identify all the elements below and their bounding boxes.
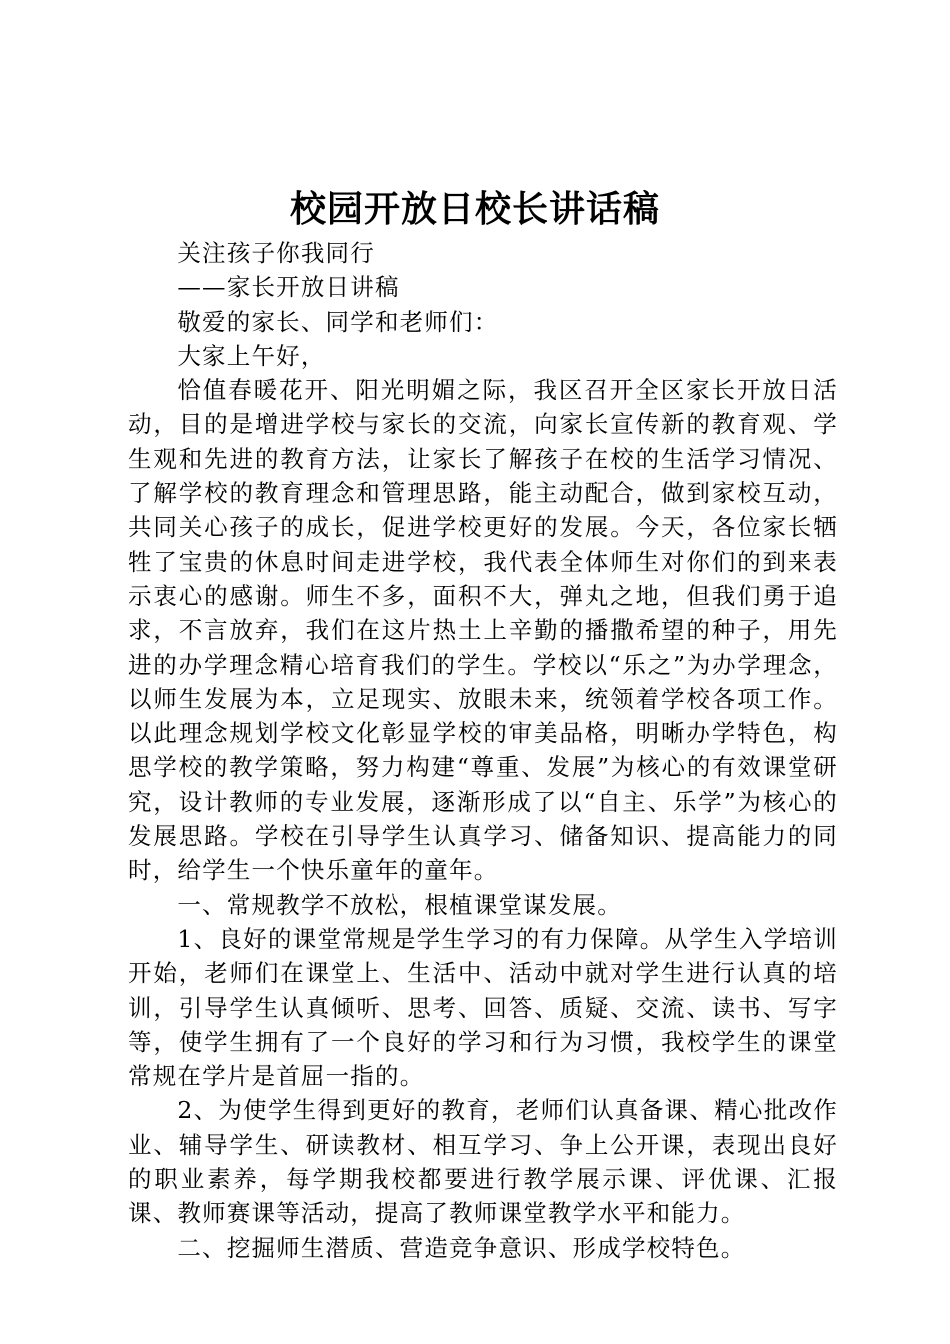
salutation: 敬爱的家长、同学和老师们： [177,307,499,336]
document-body [128,236,838,1265]
subtitle-line: 关注孩子你我同行 [177,239,375,267]
body-paragraph: 1、良好的课堂常规是学生学习的有力保障。从学生入学培训开始，老师们在课堂上、生活中、活动中就对学生进行认真的培训，引导学生认真倾听、思考、回答、质疑、交流、读书、写字等，使学生拥有了一个良好的学习和行为习惯，我校学生的课堂常规在学片是首屈一指的。 [128,924,838,1091]
document-title: 校园开放日校长讲话稿 [289,188,660,230]
body-paragraph: 恰值春暖花开、阳光明媚之际，我区召开全区家长开放日活动，目的是增进学校与家长的交流，向家长宣传新的教育观、学生观和先进的教育方法，让家长了解孩子在校的生活学习情况、了解学校的教育理念和管理思路，能主动配合，做到家校互动，共同关心孩子的成长，促进学校更好的发展。今天，各位家长牺牲了宝贵的休息时间走进学校，我代表全体师生对你们的到来表示衷心的感谢。师生不多，面积不大，弹丸之地，但我们勇于追求，不言放弃，我们在这片热土上辛勤的播撒希望的种子，用先进的办学理念精心培育我们的学生。学校以“乐之”为办学理念，以师生发展为本，立足现实、放眼未来，统领着学校各项工作。以此理念规划学校文化彰显学校的审美品格，明晰办学特色，构思学校的教学策略，努力构建“尊重、发展”为核心的有效课堂研究，设计教师的专业发展，逐渐形成了以“自主、乐学”为核心的发展思路。学校在引导学生认真学习、储备知识、提高能力的同时，给学生一个快乐童年的童年。 [128,376,838,885]
body-paragraph: 2、为使学生得到更好的教育，老师们认真备课、精心批改作业、辅导学生、研读教材、相互学习、争上公开课，表现出良好的职业素养，每学期我校都要进行教学展示课、评优课、汇报课、教师赛课等活动，提高了教师课堂教学水平和能力。 [128,1096,838,1228]
subtitle-line: ——家长开放日讲稿 [177,273,400,302]
section-heading: 二、挖掘师生潜质、营造竞争意识、形成学校特色。 [177,1233,746,1262]
greeting: 大家上午好， [177,341,326,370]
section-heading: 一、常规教学不放松，根植课堂谋发展。 [177,890,622,919]
